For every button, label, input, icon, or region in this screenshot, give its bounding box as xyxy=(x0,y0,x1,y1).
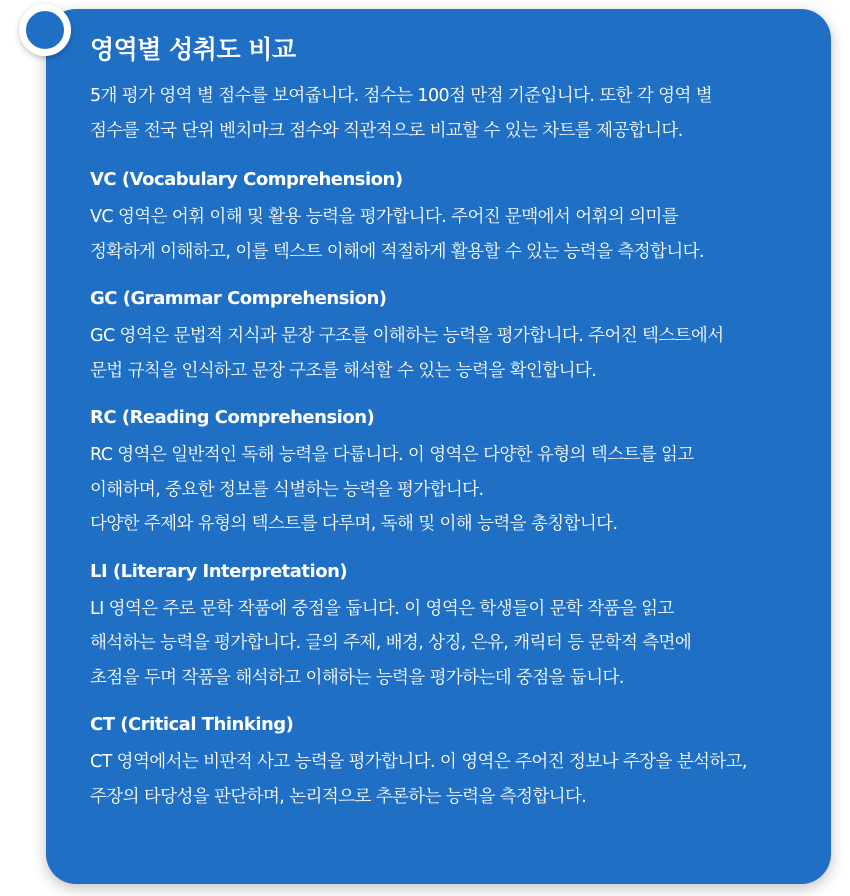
section-line: 주장의 타당성을 판단하며, 논리적으로 추론하는 능력을 측정합니다. xyxy=(90,786,587,807)
badge-dot-icon xyxy=(19,4,71,56)
section-line: GC 영역은 문법적 지식과 문장 구조를 이해하는 능력을 평가합니다. 주어진 텍스트에서 xyxy=(90,326,724,346)
section-ct xyxy=(90,711,801,814)
intro-text xyxy=(90,79,801,148)
section-vc xyxy=(90,166,801,269)
intro-line: 점수를 전국 단위 벤치마크 점수와 직관적으로 비교할 수 있는 차트를 제공합니다. xyxy=(90,120,683,141)
section-rc xyxy=(90,404,801,542)
section-line: RC 영역은 일반적인 독해 능력을 다룹니다. 이 영역은 다양한 유형의 텍스트를 읽고 xyxy=(90,445,694,465)
intro-line: 5개 평가 영역 별 점수를 보여줍니다. 점수는 100점 만점 기준입니다. 또한 각 영역 별 xyxy=(90,86,713,106)
section-line: 해석하는 능력을 평가합니다. 글의 주제, 배경, 상징, 은유, 캐릭터 등 문학적 측면에 xyxy=(90,633,692,653)
section-line: 초점을 두며 작품을 해석하고 이해하는 능력을 평가하는데 중점을 둡니다. xyxy=(90,667,624,688)
section-line: LI 영역은 주로 문학 작품에 중점을 둡니다. 이 영역은 학생들이 문학 작품을 읽고 xyxy=(90,598,674,619)
section-heading: RC (Reading Comprehension) xyxy=(90,407,375,428)
info-card xyxy=(46,9,831,884)
section-heading: GC (Grammar Comprehension) xyxy=(90,288,387,309)
section-heading: CT (Critical Thinking) xyxy=(90,714,294,735)
section-line: VC 영역은 어휘 이해 및 활용 능력을 평가합니다. 주어진 문맥에서 어휘의 의미를 xyxy=(90,207,678,227)
section-line: 다양한 주제와 유형의 텍스트를 다루며, 독해 및 이해 능력을 총칭합니다. xyxy=(90,514,618,534)
section-line: 이해하며, 중요한 정보를 식별하는 능력을 평가합니다. xyxy=(90,479,484,500)
section-heading: LI (Literary Interpretation) xyxy=(90,560,348,582)
card-title: 영역별 성취도 비교 xyxy=(90,35,296,64)
section-li xyxy=(90,558,801,696)
section-heading: VC (Vocabulary Comprehension) xyxy=(90,169,403,190)
section-line: 문법 규칙을 인식하고 문장 구조를 해석할 수 있는 능력을 확인합니다. xyxy=(90,360,597,381)
section-gc xyxy=(90,285,801,388)
section-line: 정확하게 이해하고, 이를 텍스트 이해에 적절하게 활용할 수 있는 능력을 측정합니다. xyxy=(90,241,704,262)
section-line: CT 영역에서는 비판적 사고 능력을 평가합니다. 이 영역은 주어진 정보나 주장을 분석하고, xyxy=(90,752,747,772)
